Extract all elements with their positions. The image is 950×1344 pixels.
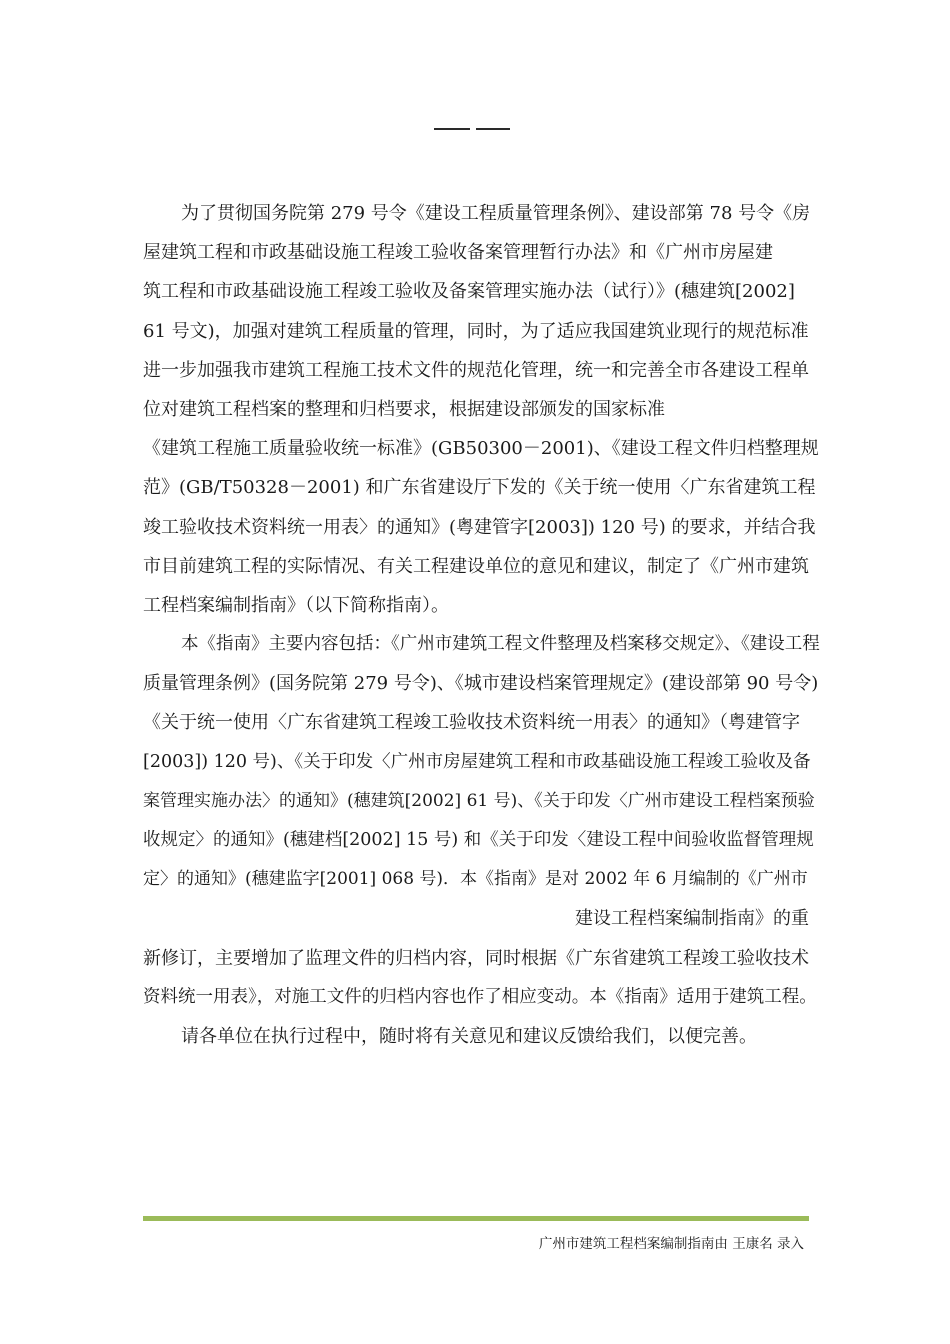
text-line: 《建筑工程施工质量验收统一标准》(GB50300－2001)、《建设工程文件归档整理规	[143, 438, 819, 460]
text-line: 资料统一用表》，对施工文件的归档内容也作了相应变动。本《指南》适用于建筑工程。	[143, 986, 817, 1007]
text-line: 本《指南》主要内容包括：《广州市建筑工程文件整理及档案移交规定》、《建设工程	[181, 634, 820, 655]
heading-dash	[434, 128, 470, 130]
text-line: 61 号文)，加强对建筑工程质量的管理，同时，为了适应我国建筑业现行的规范标准	[143, 320, 809, 342]
heading-dash	[476, 128, 510, 130]
text-line: 收规定〉的通知》(穗建档[2002] 15 号) 和《关于印发〈建设工程中间验收监督管理规	[143, 830, 814, 850]
text-line: 位对建筑工程档案的整理和归档要求，根据建设部颁发的国家标准	[143, 398, 665, 420]
body-text	[143, 194, 823, 1056]
text-line: 《关于统一使用〈广东省建筑工程竣工验收技术资料统一用表〉的通知》（粤建管字	[143, 712, 800, 734]
text-line: 屋建筑工程和市政基础设施工程竣工验收备案管理暂行办法》和《广州市房屋建	[143, 242, 773, 264]
text-line: 新修订，主要增加了监理文件的归档内容，同时根据《广东省建筑工程竣工验收技术	[143, 947, 809, 969]
text-line: [2003]) 120 号)、《关于印发〈广州市房屋建筑工程和市政基础设施工程竣工验收及备	[143, 751, 811, 772]
text-line: 竣工验收技术资料统一用表〉的通知》(粤建管字[2003]) 120 号) 的要求，并结合我	[143, 516, 816, 538]
text-line: 案管理实施办法〉的通知》(穗建筑[2002] 61 号)、《关于印发〈广州市建设工程档案预验	[143, 790, 815, 811]
text-line: 为了贯彻国务院第 279 号令《建设工程质量管理条例》、建设部第 78 号令《房	[181, 203, 811, 224]
text-line: 工程档案编制指南》（以下简称指南）。	[143, 594, 449, 616]
heading-mark	[434, 124, 514, 134]
text-line: 建设工程档案编制指南》的重	[575, 908, 809, 930]
text-line: 市目前建筑工程的实际情况、有关工程建设单位的意见和建议，制定了《广州市建筑	[143, 555, 809, 577]
text-line: 范》(GB/T50328－2001) 和广东省建设厅下发的《关于统一使用〈广东省建筑工程	[143, 477, 816, 499]
footer-text: 广州市建筑工程档案编制指南由 王康名 录入	[538, 1236, 804, 1252]
text-line: 筑工程和市政基础设施工程竣工验收及备案管理实施办法（试行）》(穗建筑[2002]	[143, 281, 795, 303]
text-line: 质量管理条例》(国务院第 279 号令)、《城市建设档案管理规定》(建设部第 90 号令)	[143, 673, 819, 695]
text-line: 定〉的通知》(穗建监字[2001] 068 号)．本《指南》是对 2002 年 6 月编制的《广州市	[143, 869, 808, 890]
text-line: 请各单位在执行过程中，随时将有关意见和建议反馈给我们，以便完善。	[181, 1025, 757, 1047]
footer-rule	[143, 1216, 809, 1221]
text-line: 进一步加强我市建筑工程施工技术文件的规范化管理，统一和完善全市各建设工程单	[143, 359, 809, 381]
